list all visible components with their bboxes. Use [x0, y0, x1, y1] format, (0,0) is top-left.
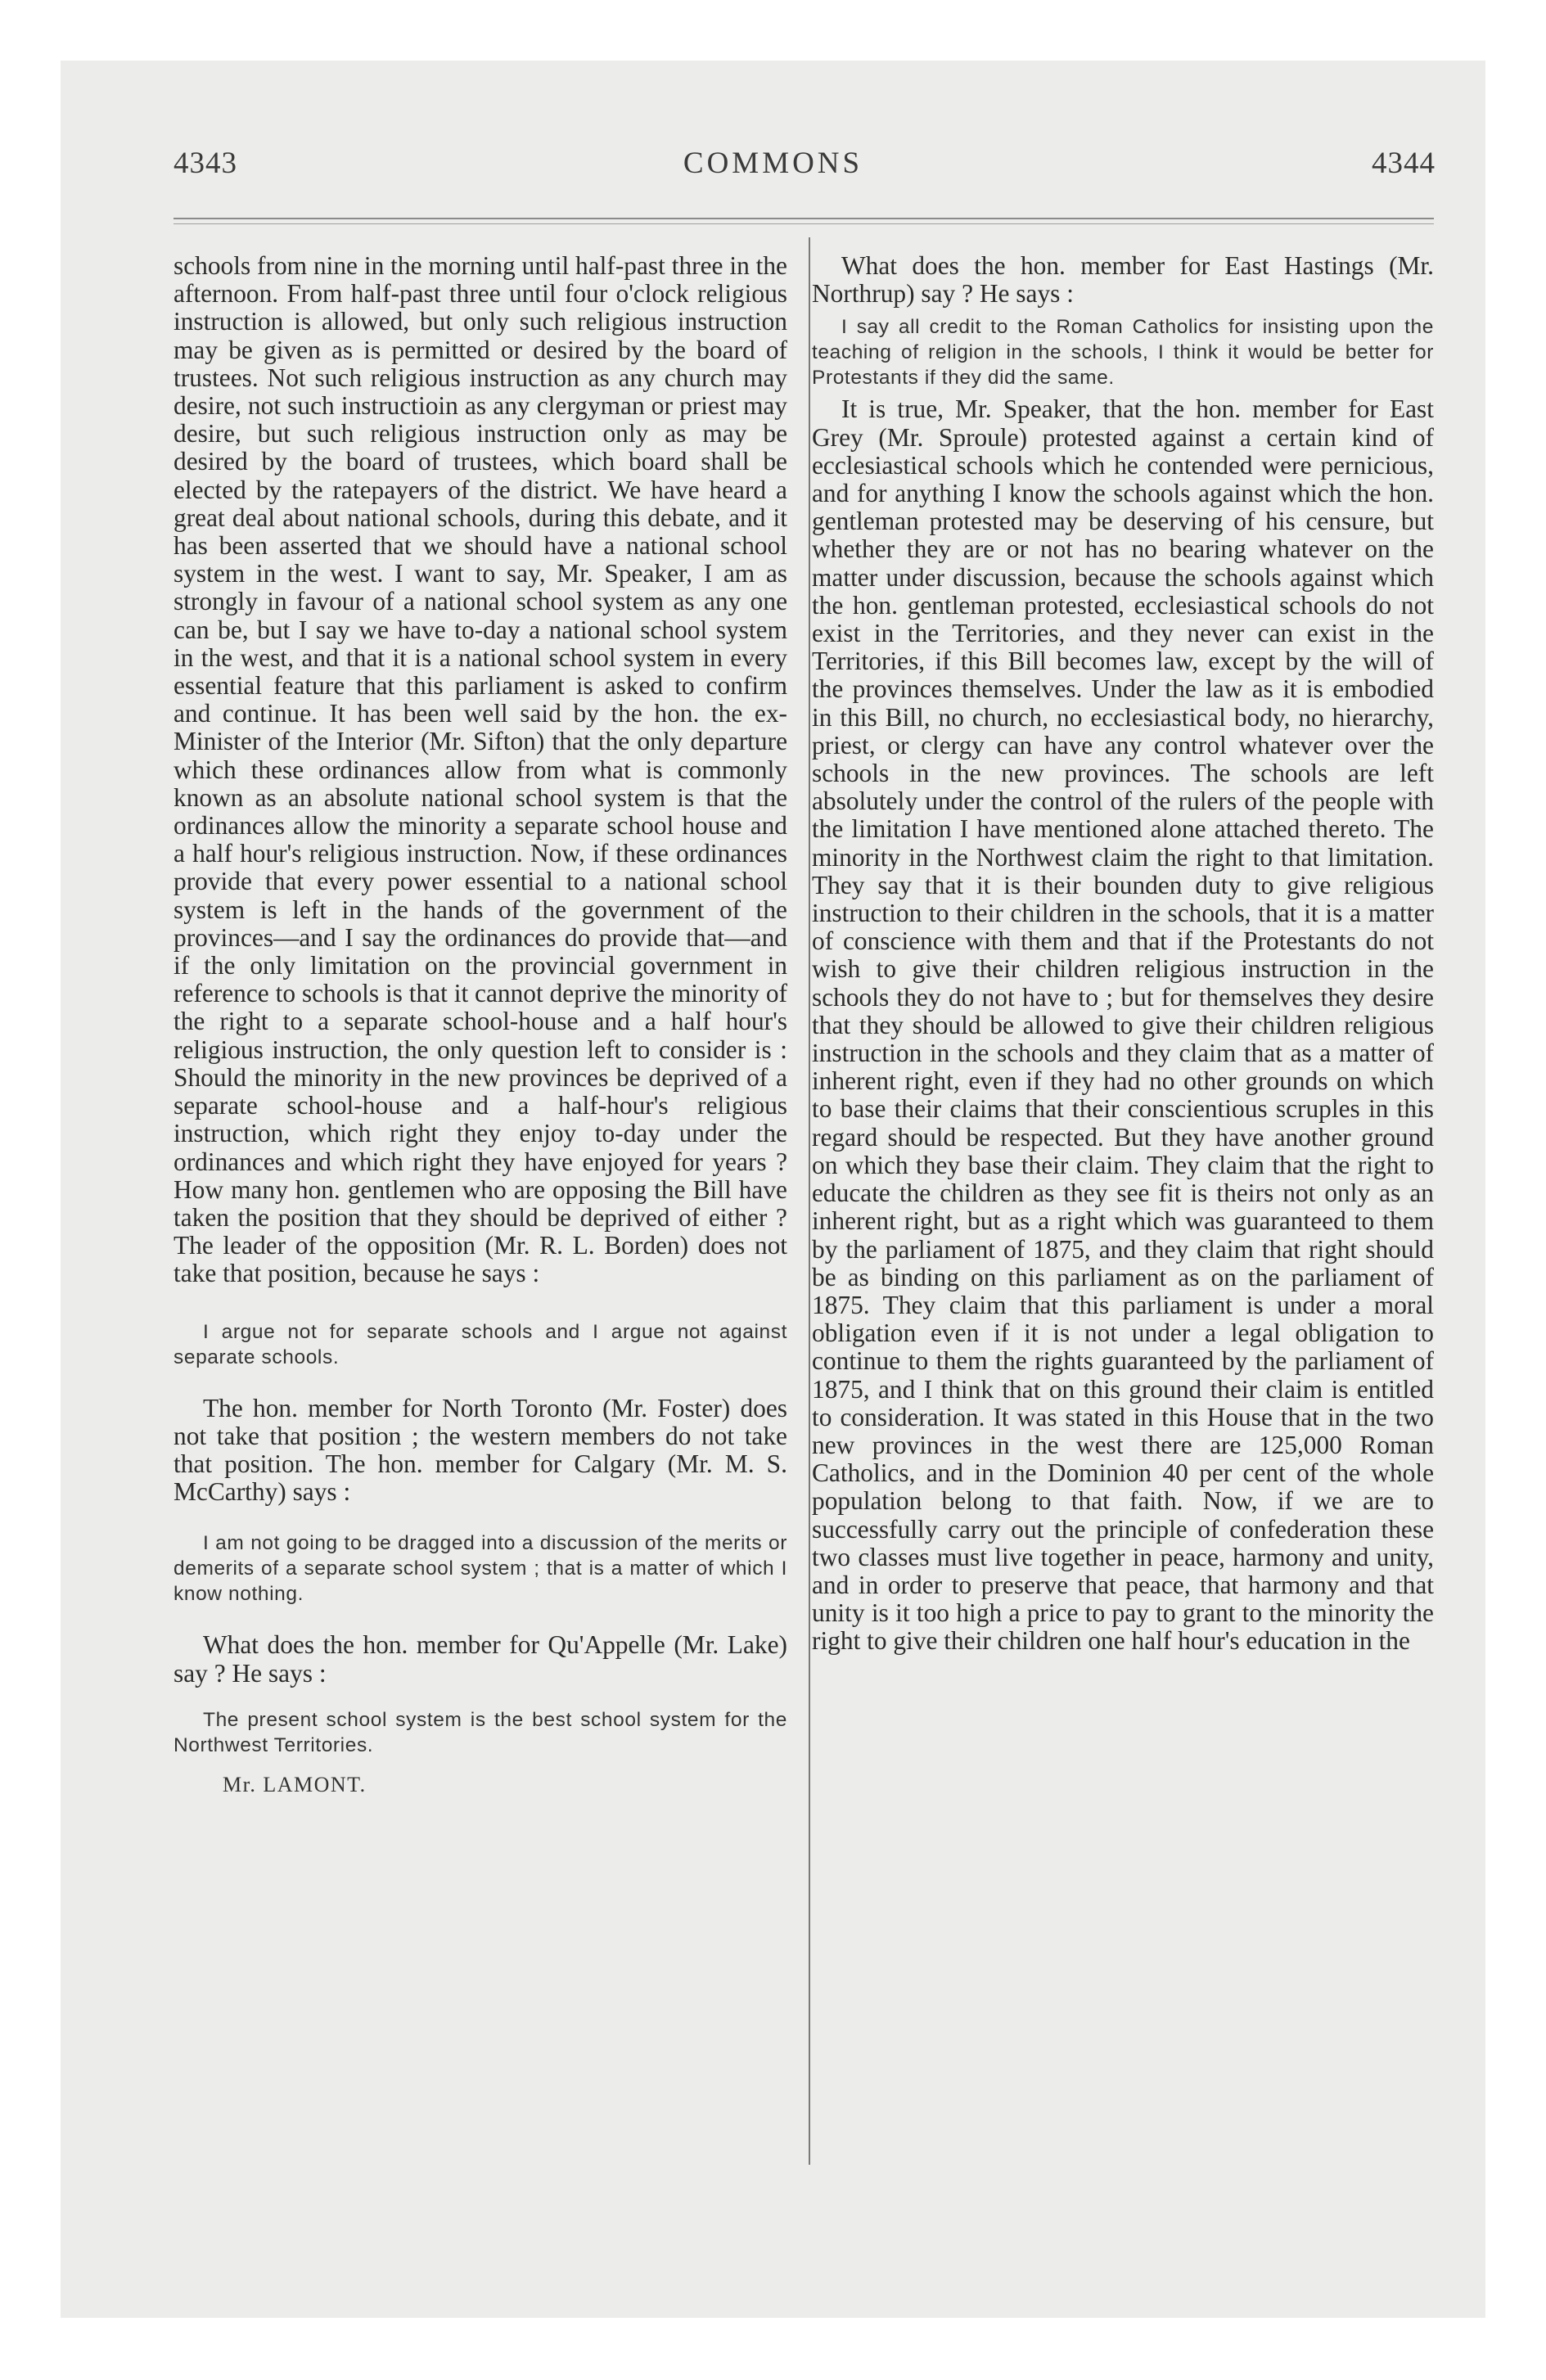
right-paragraph-1: What does the hon. member for East Hastings (Mr. Northrup) say ? He says :: [812, 251, 1434, 309]
page-title: COMMONS: [683, 146, 863, 180]
speaker-line: Mr. LAMONT.: [223, 1772, 367, 1796]
left-quote-3: The present school system is the best school system for the Northwest Territories.: [174, 1708, 787, 1756]
page-number-left: 4343: [174, 146, 237, 180]
left-quote-1: I argue not for separate schools and I argue not against separate schools.: [174, 1320, 787, 1368]
left-paragraph-1: schools from nine in the morning until half-past three in the afternoon. From half-past three until four o'clock religious instruction is allowed, but only such religious instruction may be given as is permitted or desired by the board of trustees. Not such religious instruction as any church may desire, not such instructioin as any clergyman or priest may desire, but such religious instruction only as may be desired by the board of trustees, which board shall be elected by the ratepayers of the district. We have heard a great deal about national schools, during this debate, and it has been asserted that we should have a national school system in the west. I want to say, Mr. Speaker, I am as strongly in favour of a national school system as any one can be, but I say we have to-day a national school system in the west, and that it is a national school system in every essential feature that this parliament is asked to confirm and continue. It has been well said by the hon. the ex-Minister of the Interior (Mr. Sifton) that the only departure which these ordinances allow from what is commonly known as an absolute national school system is that the ordinances allow the minority a separate school house and a half hour's religious instruction. Now, if these ordinances provide that every power essential to a national school system is left in the hands of the government of the provinces—and I say the ordinances do provide that—and if the only limitation on the provincial government in reference to schools is that it cannot deprive the minority of the right to a separate school-house and a half hour's religious instruction, the only question left to consider is : Should the minority in the new provinces be deprived of a separate school-house and a half-hour's religious instruction, which right they enjoy to-day under the ordinances and which right they have enjoyed for years ? How many hon. gentlemen who are opposing the Bill have taken the position that they should be deprived of either ? The leader of the opposition (Mr. R. L. Borden) does not take that position, because he says :: [174, 251, 787, 1288]
right-paragraph-2: It is true, Mr. Speaker, that the hon. member for East Grey (Mr. Sproule) protested against a certain kind of ecclesiastical schools which he contended were pernicious, and for anything I know the schools against which the hon. gentleman protested may be deserving of his censure, but whether they are or not has no bearing whatever on the matter under discussion, because the schools against which the hon. gentleman protested, ecclesiastical schools do not exist in the Territories, and they never can exist in the Territories, if this Bill becomes law, except by the will of the provinces themselves. Under the law as it is embodied in this Bill, no church, no ecclesiastical body, no hierarchy, priest, or clergy can have any control whatever over the schools in the new provinces. The schools are left absolutely under the control of the rulers of the people with the limitation I have mentioned alone attached thereto. The minority in the Northwest claim the right to that limitation. They say that it is their bounden duty to give religious instruction to their children in the schools, that it is a matter of conscience with them and that if the Protestants do not wish to give their children religious instruction in the schools they do not have to ; but for themselves they desire that they should be allowed to give their children religious instruction in the schools and they claim that as a matter of inherent right, even if they had no other grounds on which to base their claims that their conscientious scruples in this regard should be respected. But they have another ground on which they base their claim. They claim that the right to educate the children as they see fit is theirs not only as an inherent right, but as a right which was guaranteed to them by the parliament of 1875, and they claim that right should be as binding on this parliament as on the parliament of 1875. They claim that this parliament is under a moral obligation even if it is not under a legal obligation to continue to them the rights guaranteed by the parliament of 1875, and I think that on this ground their claim is entitled to consideration. It was stated in this House that in the two new provinces in the west there are 125,000 Roman Catholics, and in the Dominion 40 per cent of the whole population belong to that faith. Now, if we are to successfully carry out the principle of confederation these two classes must live together in peace, harmony and unity, and in order to preserve that peace, that harmony and that unity is it too high a price to pay to grant to the minority the right to give their children one half hour's education in the: [812, 394, 1434, 1656]
right-quote-1: I say all credit to the Roman Catholics for insisting upon the teaching of religion in the schools, I think it would be better for Protestants if they did the same.: [812, 316, 1434, 390]
right-column: [812, 252, 1434, 1656]
left-paragraph-3: What does the hon. member for Qu'Appelle (Mr. Lake) say ? He says :: [174, 1630, 787, 1688]
page-number-right: 4344: [1372, 146, 1436, 180]
left-quote-2: I am not going to be dragged into a discussion of the merits or demerits of a separate school system ; that is a matter of which I know nothing.: [174, 1532, 787, 1606]
column-divider: [809, 237, 810, 2165]
left-paragraph-2: The hon. member for North Toronto (Mr. Foster) does not take that position ; the western members do not take that position. The hon. member for Calgary (Mr. M. S. McCarthy) says :: [174, 1393, 787, 1507]
header-rule-thin: [174, 223, 1434, 224]
header-rule: [174, 218, 1434, 219]
left-column: [174, 252, 787, 1797]
